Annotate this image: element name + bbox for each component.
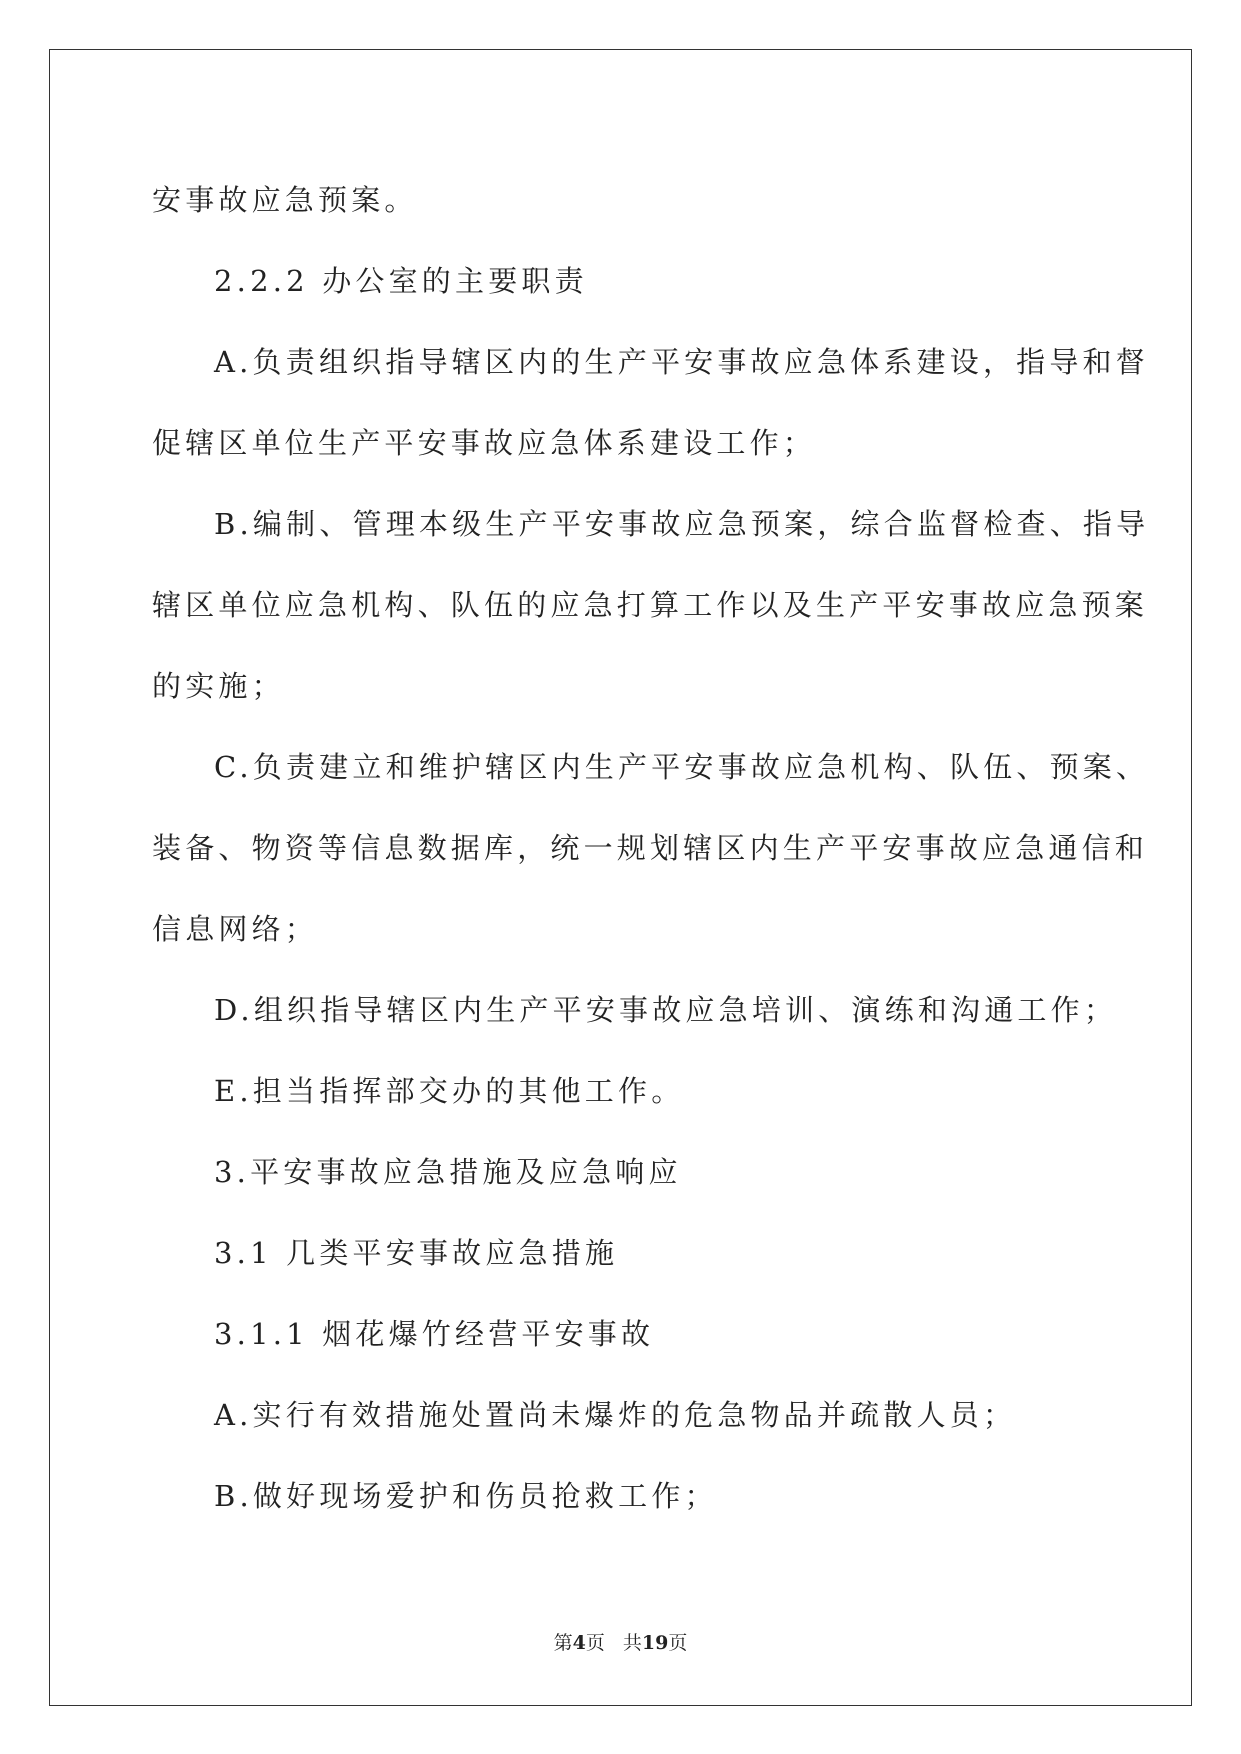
paragraph-line: 装备、物资等信息数据库，统一规划辖区内生产平安事故应急通信和 [152,831,1149,865]
page-total: 19 [641,1632,669,1654]
paragraph-line: 信息网络； [152,912,319,946]
paragraph-line: A.实行有效措施处置尚未爆炸的危急物品并疏散人员； [214,1398,1017,1432]
section-heading: 3.1 几类平安事故应急措施 [214,1236,619,1270]
section-heading: 2.2.2 办公室的主要职责 [214,264,588,298]
paragraph-line: B.编制、管理本级生产平安事故应急预案，综合监督检查、指导 [214,507,1150,541]
paragraph-line: 辖区单位应急机构、队伍的应急打算工作以及生产平安事故应急预案 [152,588,1149,622]
page-suffix: 页 [585,1632,605,1654]
paragraph-line: E.担当指挥部交办的其他工作。 [214,1074,685,1108]
total-suffix: 页 [668,1632,688,1654]
paragraph-line: 安事故应急预案。 [152,183,418,217]
total-prefix: 共 [622,1632,642,1654]
section-heading: 3.1.1 烟花爆竹经营平安事故 [214,1317,655,1351]
page-prefix: 第 [553,1632,573,1654]
paragraph-line: A.负责组织指导辖区内的生产平安事故应急体系建设，指导和督 [214,345,1149,379]
paragraph-line: D.组织指导辖区内生产平安事故应急培训、演练和沟通工作； [214,993,1118,1027]
document-body [152,160,1150,1537]
page-number: 4 [572,1632,586,1654]
paragraph-line: 促辖区单位生产平安事故应急体系建设工作； [152,426,817,460]
paragraph-line: B.做好现场爱护和伤员抢救工作； [214,1479,718,1513]
section-heading: 3.平安事故应急措施及应急响应 [214,1155,682,1189]
paragraph-line: C.负责建立和维护辖区内生产平安事故应急机构、队伍、预案、 [214,750,1150,784]
page-footer [0,1628,1241,1655]
paragraph-line: 的实施； [152,669,285,703]
